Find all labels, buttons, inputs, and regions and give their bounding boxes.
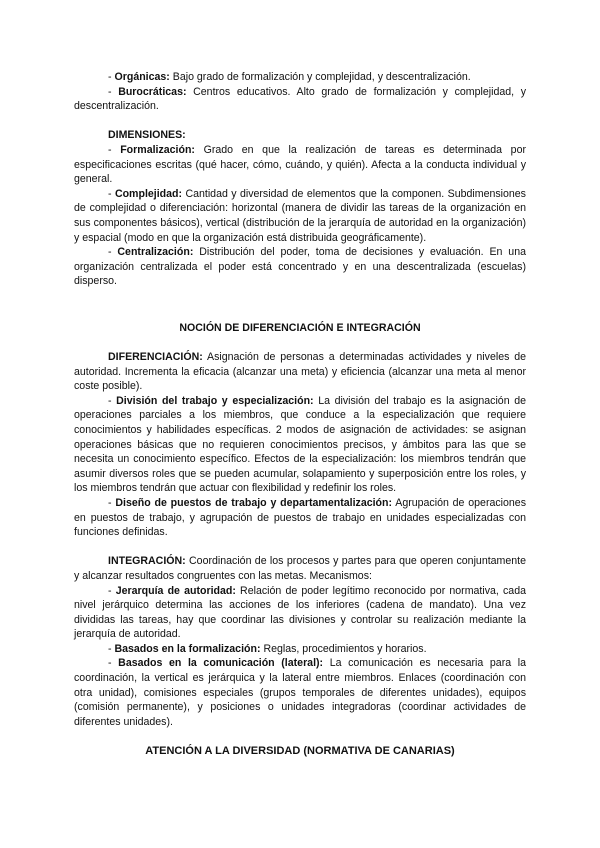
paragraph-centralizacion: - Centralización: Distribución del poder, toma de decisiones y evaluación. En una organización centralizada el poder está concentrado y en una descentralizada (escuelas) disperso. <box>74 246 526 288</box>
term-formalizacion: Formalización: <box>120 143 195 156</box>
paragraph-formalizacion-mecanismo: - Basados en la formalización: Reglas, procedimientos y horarios. <box>108 642 427 655</box>
text-formalizacion: Grado en que la realización de tareas es determinada por especificaciones escritas (qué hacer, cómo, cuándo, y quién). Afecta a la conducta individual y general. <box>74 143 526 186</box>
text-comunicacion: La comunicación es necesaria para la coordinación, la vertical es jerárquica y la lateral entre miembros. Enlaces (coordinación con otra unidad), comisiones especiales (grupos temporales de diferentes unidades), equipos (comisión permanente), y posiciones o unidades integradoras (coordinar actividades de diferentes unidades). <box>74 657 526 728</box>
paragraph-formalizacion: - Formalización: Grado en que la realización de tareas es determinada por especificaciones escritas (qué hacer, cómo, cuándo, y quién). Afecta a la conducta individual y general. <box>74 143 526 186</box>
paragraph-comunicacion: - Basados en la comunicación (lateral): La comunicación es necesaria para la coordinación, la vertical es jerárquica y la lateral entre miembros. Enlaces (coordinación con otra unidad), comisiones especiales (grupos temporales de diferentes unidades), equipos (comisión permanente), y posiciones o unidades integradoras (coordinar actividades de diferentes unidades). <box>74 657 526 728</box>
paragraph-jerarquia: - Jerarquía de autoridad: Relación de poder legítimo reconocido por normativa, cada nivel jerárquico determina las acciones de los inferiores (cadena de mandato). Una vez divididas las tareas, hay que coordinar las divisiones y controlar su realización mediante la jerarquía de autoridad. <box>74 584 526 641</box>
heading-diferenciacion-integracion: NOCIÓN DE DIFERENCIACIÓN E INTEGRACIÓN <box>179 322 421 334</box>
term-diseno: Diseño de puestos de trabajo y departamentalización: <box>115 496 393 509</box>
paragraph-complejidad: - Complejidad: Cantidad y diversidad de elementos que la componen. Subdimensiones de complejidad o diferenciación: horizontal (manera de dividir las tareas de la organización en sus componentes básicos), vertical (distribución de la jerarquía de autoridad en la organización) y espacial (modo en que la organización está distribuida geográficamente). <box>74 187 526 244</box>
paragraph-organicas: - Orgánicas: Bajo grado de formalización y complejidad, y descentralización. <box>108 71 471 83</box>
paragraph-diseno: - Diseño de puestos de trabajo y departamentalización: Agrupación de operaciones en puestos de trabajo, y agrupación de puestos de trabajo en unidades especializadas con funciones definidas. <box>74 496 526 539</box>
term-formalizacion-mecanismo: Basados en la formalización: <box>114 642 261 655</box>
dimensiones-title: DIMENSIONES: <box>108 129 186 142</box>
term-diferenciacion: DIFERENCIACIÓN: <box>108 351 203 363</box>
term-centralizacion: Centralización: <box>117 246 194 259</box>
term-comunicacion: Basados en la comunicación (lateral): <box>118 657 324 670</box>
text-organicas: Bajo grado de formalización y complejidad, y descentralización. <box>169 71 471 83</box>
term-burocraticas: Burocráticas: <box>118 85 187 98</box>
term-complejidad: Complejidad: <box>114 187 183 200</box>
paragraph-diferenciacion <box>74 350 526 394</box>
text-diferenciacion: Asignación de personas a determinadas actividades y niveles de autoridad. Incrementa la eficacia (alcanzar una meta) y eficiencia (alcanzar una meta al menor coste posible). <box>74 351 526 393</box>
text-integracion: Coordinación de los procesos y partes para que operen conjuntamente y alcanzar resultados congruentes con las metas. Mecanismos: <box>74 555 526 582</box>
paragraph-division: - División del trabajo y especialización: La división del trabajo es la asignación de operaciones parciales a los miembros, que conduce a la especialización que requiere conocimientos y habilidades específicas. 2 modos de asignación de actividades: se asignan operaciones básicas que no requieren conocimientos precisos, y ámbitos para las que se necesita un conocimiento específico. Efectos de la especialización: los miembros tendrán que asumir diversos roles que se pueden acumular, solapamiento y superposición entre los roles, y los miembros tendrán que actuar con flexibilidad y redefinir los roles. <box>74 394 526 495</box>
heading-atencion-diversidad: ATENCIÓN A LA DIVERSIDAD (NORMATIVA DE CANARIAS) <box>145 745 455 757</box>
section-organization-types <box>74 70 526 289</box>
paragraph-burocraticas: - Burocráticas: Centros educativos. Alto grado de formalización y complejidad, y descentralización. <box>74 85 526 113</box>
text-burocraticas: Centros educativos. Alto grado de formalización y complejidad, y descentralización. <box>74 85 526 113</box>
paragraph-integracion <box>74 554 526 583</box>
text-formalizacion-mecanismo: Reglas, procedimientos y horarios. <box>260 642 427 655</box>
text-centralizacion: Distribución del poder, toma de decisiones y evaluación. En una organización centralizada el poder está concentrado y en una descentralizada (escuelas) disperso. <box>74 246 526 288</box>
term-integracion: INTEGRACIÓN: <box>108 555 186 568</box>
text-division: La división del trabajo es la asignación de operaciones parciales a los miembros, que conduce a la especialización que requiere conocimientos y habilidades específicas. 2 modos de asignación de actividades: se asignan operaciones básicas que no requieren conocimientos precisos, y ámbitos para las que se necesita un conocimiento específico. Efectos de la especialización: los miembros tendrán que asumir diversos roles que se pueden acumular, solapamiento y superposición entre los roles, y los miembros tendrán que actuar con flexibilidad y redefinir los roles. <box>74 394 526 495</box>
text-jerarquia: Relación de poder legítimo reconocido por normativa, cada nivel jerárquico determina las acciones de los inferiores (cadena de mandato). Una vez divididas las tareas, hay que coordinar las divisiones y controlar su realización mediante la jerarquía de autoridad. <box>74 584 526 641</box>
term-organicas: Orgánicas: <box>114 71 170 83</box>
section-diferenciacion-integracion <box>74 350 526 729</box>
text-diseno: Agrupación de operaciones en puestos de trabajo, y agrupación de puestos de trabajo en unidades especializadas con funciones definidas. <box>74 496 526 539</box>
text-complejidad: Cantidad y diversidad de elementos que la componen. Subdimensiones de complejidad o diferenciación: horizontal (manera de dividir las tareas de la organización en sus componentes básicos), vertical (distribución de la jerarquía de autoridad en la organización) y espacial (modo en que la organización está distribuida geográficamente). <box>74 187 526 244</box>
term-division: División del trabajo y especialización: <box>116 394 314 407</box>
term-jerarquia: Jerarquía de autoridad: <box>115 584 236 597</box>
